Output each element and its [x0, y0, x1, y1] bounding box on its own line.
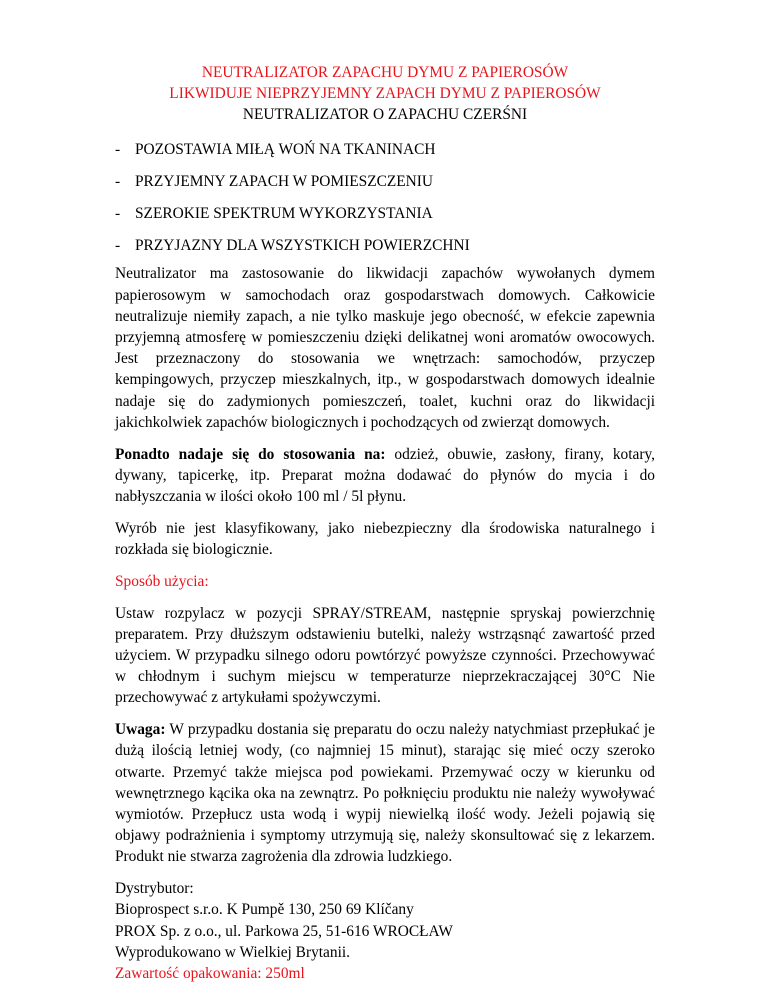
warning-label: Uwaga: [115, 721, 166, 739]
feature-text: PRZYJEMNY ZAPACH W POMIESZCZENIU [135, 172, 434, 190]
product-scent: NEUTRALIZATOR O ZAPACHU CZERŚNI [242, 106, 528, 124]
distributor-company-1: Bioprospect s.r.o. K Pumpě 130, 250 69 Klíčany [115, 901, 414, 919]
product-title: NEUTRALIZATOR ZAPACHU DYMU Z PAPIEROSÓW [201, 64, 569, 81]
warning-text: W przypadku dostania się preparatu do oczu należy natychmiast przepłukać je dużą ilością letniej wody, (co najmniej 15 minut), starając się mieć oczy szeroko otwarte. Przemyć także miejsca pod powiekami. Przemywać oczy w kierunku od wewnętrznego kącika oka na zewnątrz. Po połknięciu produktu nie należy wywoływać wymiotów. Przepłucz usta wodą i wypij niewielką ilość wody. Jeżeli pojawią się objawy podrażnienia i symptomy utrzymują się, należy skonsultować się z lekarzem. Produkt nie stwarza zagrożenia dla zdrowia ludzkiego. [115, 721, 655, 866]
distributor-company-2: PROX Sp. z o.o., ul. Parkowa 25, 51-616 WROCŁAW [115, 922, 453, 940]
country-of-origin: Wyprodukowano w Wielkiej Brytanii. [115, 943, 350, 961]
feature-text: SZEROKIE SPEKTRUM WYKORZYSTANIA [135, 204, 433, 222]
list-item [115, 171, 655, 192]
distributor-label: Dystrybutor: [115, 880, 194, 898]
bullet-dash: - [115, 140, 121, 158]
product-subtitle: LIKWIDUJE NIEPRZYJEMNY ZAPACH DYMU Z PAPIEROSÓW [169, 85, 601, 103]
document-page [115, 62, 655, 984]
description-paragraph: Neutralizator ma zastosowanie do likwidacji zapachów wywołanych dymem papierosowym w samochodach oraz gospodarstwach domowych. Całkowicie neutralizuje niemiły zapach, a nie tylko maskuje jego obecność, w efekcie zapewnia przyjemną atmosferę w pomieszczeniu dzięki delikatnej woni aromatów owocowych. Jest przeznaczony do stosowania we wnętrzach: samochodów, przyczep kempingowych, przyczep mieszkalnych, itp., w gospodarstwach domowych idealnie nadaje się do zadymionych pomieszczeń, toalet, kuchni oraz do likwidacji jakichkolwiek zapachów biologicznych i pochodzących od zwierząt domowych. [115, 265, 655, 431]
title-block [115, 62, 655, 126]
list-item [115, 235, 655, 256]
list-item [115, 203, 655, 224]
distributor-block [115, 878, 655, 984]
bullet-dash: - [115, 172, 121, 190]
classification-paragraph: Wyrób nie jest klasyfikowany, jako niebezpieczny dla środowiska naturalnego i rozkłada się biologicznie. [115, 519, 655, 558]
package-contents: Zawartość opakowania: 250ml [115, 965, 305, 983]
suitable-label: Ponadto nadaje się do stosowania na: [115, 445, 386, 463]
list-item [115, 139, 655, 160]
usage-heading: Sposób użycia: [115, 572, 209, 590]
bullet-dash: - [115, 204, 121, 222]
bullet-dash: - [115, 237, 121, 255]
feature-text: POZOSTAWIA MIŁĄ WOŃ NA TKANINACH [135, 140, 436, 158]
suitable-text: odzież, obuwie, zasłony, firany, kotary, dywany, tapicerkę, itp. Preparat można dodawać do płynów do mycia i do nabłyszczania w ilości około 100 ml / 5l płynu. [115, 445, 655, 505]
usage-paragraph: Ustaw rozpylacz w pozycji SPRAY/STREAM, następnie spryskaj powierzchnię preparatem. Przy dłuższym odstawieniu butelki, należy wstrząsnąć zawartość przed użyciem. W przypadku silnego odoru powtórzyć powyższe czynności. Przechowywać w chłodnym i suchym miejscu w temperaturze nieprzekraczającej 30°C Nie przechowywać z artykułami spożywczymi. [115, 604, 655, 707]
feature-text: PRZYJAZNY DLA WSZYSTKICH POWIERZCHNI [135, 237, 470, 255]
suitable-paragraph [115, 444, 655, 508]
warning-paragraph [115, 719, 655, 867]
feature-list [115, 139, 655, 257]
